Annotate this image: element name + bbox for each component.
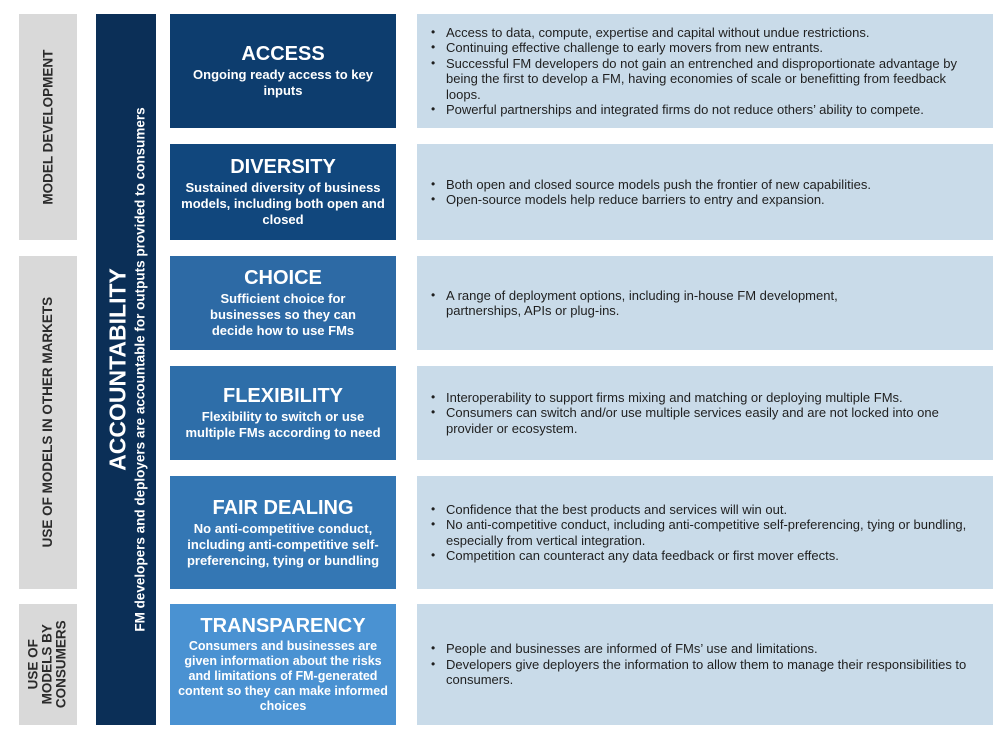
bullets-fair-dealing: [417, 476, 993, 589]
bullet-list: [429, 390, 983, 437]
bullets-diversity: [417, 144, 993, 240]
bullet-item: • Competition can counteract any data feedback or first mover effects.: [429, 548, 983, 564]
bullet-item: • Successful FM developers do not gain an entrenched and disproportionate advantage by being the first to develop a FM, having economies of scale or benefitting from feedback loops.: [429, 56, 983, 103]
principle-description: Sustained diversity of business models, including both open and closed: [181, 180, 385, 227]
principle-title: FLEXIBILITY: [223, 385, 343, 407]
side-band-other-markets: [19, 256, 77, 589]
side-band-consumers: [19, 604, 77, 725]
principle-description: Consumers and businesses are given information about the risks and limitations of FM-generated content so they can make informed choices: [178, 639, 388, 713]
bullet-item: • Confidence that the best products and services will win out.: [429, 502, 983, 518]
bullet-item: • Interoperability to support firms mixing and matching or deploying multiple FMs.: [429, 390, 983, 406]
principle-transparency: [170, 604, 396, 725]
bullet-item: • People and businesses are informed of FMs’ use and limitations.: [429, 641, 983, 657]
bullet-item: • Consumers can switch and/or use multiple services easily and are not locked into one provider or ecosystem.: [429, 405, 983, 436]
bullet-item: • No anti-competitive conduct, including anti-competitive self-preferencing, tying or bundling, especially from vertical integration.: [429, 517, 983, 548]
bullets-flexibility: [417, 366, 993, 460]
bullet-item: • Open-source models help reduce barriers to entry and expansion.: [429, 192, 871, 208]
principle-title: FAIR DEALING: [212, 496, 354, 519]
bullets-transparency: [417, 604, 993, 725]
principle-flexibility: [170, 366, 396, 460]
bullet-list: [429, 288, 983, 319]
bullet-item: • Powerful partnerships and integrated firms do not reduce others’ ability to compete.: [429, 102, 983, 118]
bullet-list: [429, 502, 983, 564]
principle-diversity: [170, 144, 396, 240]
bullet-list: [429, 25, 983, 118]
accountability-banner: [96, 14, 156, 725]
side-band-model-development: [19, 14, 77, 240]
principle-title: ACCESS: [241, 43, 325, 65]
accountability-text: [104, 107, 149, 631]
side-label-model-development: MODEL DEVELOPMENT: [39, 49, 55, 205]
bullets-access: [417, 14, 993, 128]
bullet-list: [429, 641, 983, 688]
principle-access: [170, 14, 396, 128]
principle-title: CHOICE: [244, 267, 322, 289]
bullet-item: • Developers give deployers the information to allow them to manage their responsibilities to consumers.: [429, 657, 983, 688]
side-label-consumers: USE OF MODELS BY CONSUMERS: [25, 620, 70, 709]
bullet-item: • Continuing effective challenge to early movers from new entrants.: [429, 40, 983, 56]
bullet-item: • Access to data, compute, expertise and capital without undue restrictions.: [429, 25, 983, 41]
principle-description: Ongoing ready access to key inputs: [193, 67, 373, 98]
principle-description: Flexibility to switch or use multiple FMs according to need: [185, 409, 381, 440]
bullets-choice: [417, 256, 993, 350]
accountability-subtitle: FM developers and deployers are accountable for outputs provided to consumers: [132, 107, 148, 632]
principle-choice: [170, 256, 396, 350]
principle-title: DIVERSITY: [230, 156, 336, 178]
bullet-item: • Both open and closed source models push the frontier of new capabilities.: [429, 177, 871, 193]
principle-fair-dealing: [170, 476, 396, 589]
bullet-item: • A range of deployment options, including in-house FM development, partnerships, APIs or plug-ins.: [429, 288, 983, 319]
principle-title: TRANSPARENCY: [200, 615, 366, 637]
principle-description: No anti-competitive conduct, including anti-competitive self-preferencing, tying or bundling: [186, 520, 380, 568]
accountability-title: ACCOUNTABILITY: [104, 268, 131, 471]
principle-description: Sufficient choice for businesses so they can decide how to use FMs: [210, 291, 356, 338]
side-label-other-markets: USE OF MODELS IN OTHER MARKETS: [39, 297, 55, 548]
bullet-list: [429, 177, 871, 208]
